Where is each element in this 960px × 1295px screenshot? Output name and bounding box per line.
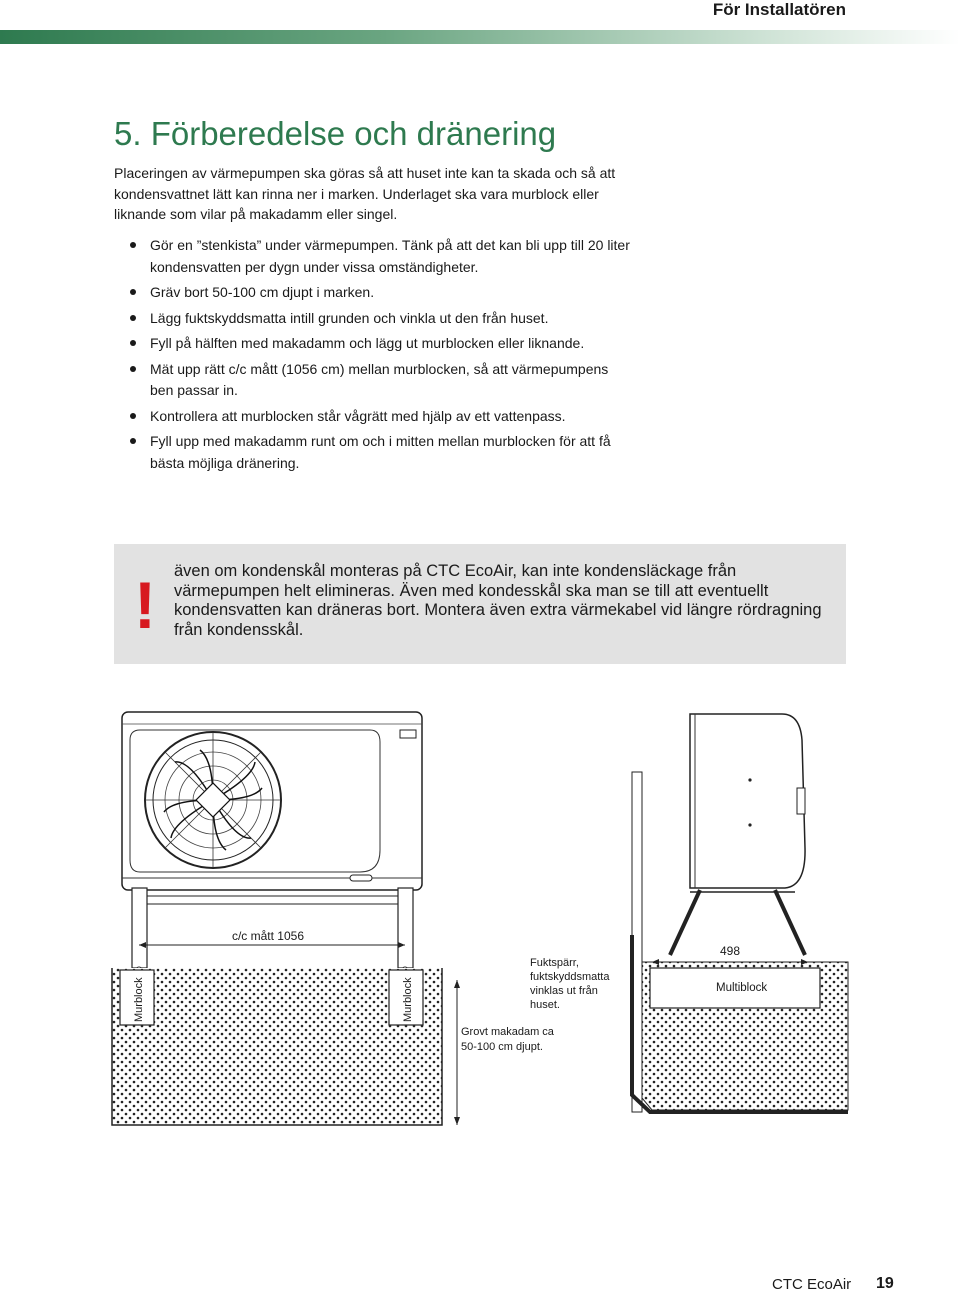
- murblock-right-label: Murblock: [402, 977, 414, 1022]
- installation-diagram: [0, 700, 960, 1160]
- footer-brand: CTC EcoAir: [772, 1276, 852, 1293]
- bullet-dot-icon: [130, 366, 136, 372]
- instruction-list: [130, 235, 630, 478]
- header-title: För Installatören: [712, 0, 846, 19]
- bullet-dot-icon: [130, 413, 136, 419]
- list-item: [130, 308, 630, 330]
- list-item-text: Gör en ”stenkista” under värmepumpen. Tänk på att det kan bli upp till 20 liter kondensvatten per dygn under vissa omständigheter.: [150, 237, 630, 275]
- list-item: [130, 235, 630, 278]
- page-number: 19: [876, 1275, 894, 1292]
- barrier-label-line2: fuktskyddsmatta: [530, 971, 610, 983]
- murblock-left-label: Murblock: [133, 977, 145, 1022]
- chapter-title: 5. Förberedelse och dränering: [114, 115, 557, 152]
- list-item-text: Fyll upp med makadamm runt om och i mitten mellan murblocken för att få bästa möjliga dränering.: [150, 433, 611, 471]
- list-item: [130, 333, 630, 355]
- barrier-label-line3: vinklas ut från: [530, 985, 598, 997]
- exclamation-icon: !: [134, 568, 156, 642]
- header-bar: [0, 30, 960, 44]
- barrier-label: [530, 957, 610, 1011]
- heat-pump-side-view: [632, 714, 848, 1112]
- warning-box: [114, 544, 846, 664]
- list-item: [130, 359, 630, 402]
- barrier-label-line1: Fuktspärr,: [530, 957, 579, 969]
- list-item-text: Mät upp rätt c/c mått (1056 cm) mellan murblocken, så att värmepumpens ben passar in.: [150, 360, 609, 398]
- cc-dimension: [139, 929, 405, 948]
- list-item-text: Fyll på hälften med makadamm och lägg ut murblocken eller liknande.: [150, 335, 585, 351]
- gravel-pit-left: [112, 968, 442, 1125]
- list-item-text: Lägg fuktskyddsmatta intill grunden och vinkla ut den från huset.: [150, 309, 549, 326]
- list-item-text: Gräv bort 50-100 cm djupt i marken.: [150, 284, 375, 300]
- bullet-dot-icon: [130, 340, 136, 346]
- depth-label-line2: 50-100 cm djupt.: [461, 1041, 543, 1053]
- bullet-dot-icon: [130, 289, 136, 295]
- bullet-dot-icon: [130, 242, 136, 248]
- bullet-dot-icon: [130, 438, 136, 444]
- width-label: 498: [719, 944, 741, 958]
- warning-text: även om kondenskål monteras på CTC EcoAir, kan inte kondensläckage från värmepumpen helt elimineras. Även med kondesskål ska man se till att eventuellt kondensvatten kan dräneras bort. Montera även extra värmekabel vid längre rördragning från kondensskål.: [174, 562, 822, 639]
- cc-label: c/c mått 1056: [231, 929, 305, 943]
- list-item: [130, 282, 630, 304]
- depth-label-line1: Grovt makadam ca: [461, 1026, 554, 1038]
- list-item: [130, 406, 630, 428]
- list-item: [130, 431, 630, 474]
- list-item-text: Kontrollera att murblocken står vågrätt med hjälp av ett vattenpass.: [150, 407, 566, 424]
- bullet-dot-icon: [130, 315, 136, 321]
- barrier-label-line4: huset.: [530, 999, 560, 1011]
- multiblock-label: Multiblock: [716, 982, 768, 994]
- intro-paragraph: Placeringen av värmepumpen ska göras så att huset inte kan ta skada och så att kondensvattnet lätt kan rinna ner i marken. Underlaget ska vara murblock eller liknande som vilar på makadamm eller singel.: [114, 165, 616, 222]
